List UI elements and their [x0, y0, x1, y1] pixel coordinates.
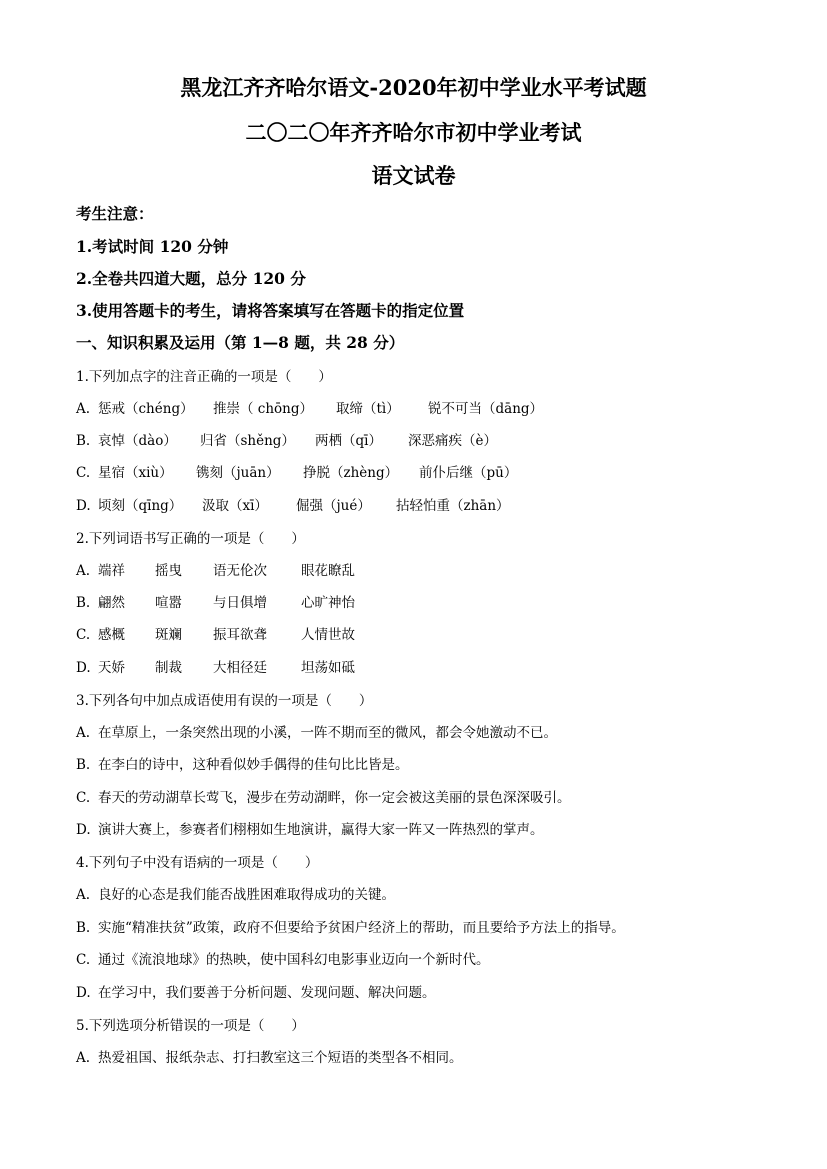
option-item: 顷刻（qīng）	[98, 498, 183, 514]
question-4-option-b	[76, 916, 625, 936]
question-4-option-d	[76, 981, 436, 1001]
option-item: 拈轻怕重（zhān）	[396, 498, 510, 514]
option-label: B.	[76, 920, 91, 936]
paper-title: 语文试卷	[371, 163, 456, 188]
question-3-option-b	[76, 753, 409, 773]
option-text: 热爱祖国、报纸杂志、打扫教室这三个短语的类型各不相同。	[98, 1050, 463, 1066]
option-item: 感概	[98, 627, 125, 643]
exam-subtitle: 二〇二〇年齐齐哈尔市初中学业考试	[245, 120, 582, 145]
question-5-option-a	[76, 1046, 463, 1066]
option-label: A.	[76, 563, 91, 579]
option-item: 人情世故	[301, 627, 355, 643]
option-item: 哀悼（dào）	[98, 433, 177, 449]
option-item: 汲取（xī）	[202, 498, 268, 514]
option-text: 实施“精准扶贫”政策，政府不但要给予贫困户经济上的帮助，而且要给予方法上的指导。	[98, 920, 625, 936]
option-label: C.	[76, 790, 91, 806]
option-label: C.	[76, 465, 91, 481]
option-item: 摇曳	[155, 563, 182, 579]
option-item: 眼花瞭乱	[301, 563, 355, 579]
question-3-option-a	[76, 721, 557, 741]
question-4-option-c	[76, 948, 490, 968]
option-item: 端祥	[98, 563, 125, 579]
notice-item-1: 1.考试时间 120 分钟	[76, 237, 229, 256]
option-label: B.	[76, 757, 91, 773]
option-item: 两栖（qī）	[315, 433, 382, 449]
option-item: 归省（shěng）	[200, 433, 295, 449]
question-1-option-d	[76, 494, 510, 514]
option-item: 深恶痛疾（è）	[408, 433, 497, 449]
option-item: 挣脱（zhèng）	[303, 465, 399, 481]
option-item: 喧嚣	[155, 595, 182, 611]
option-label: B.	[76, 595, 91, 611]
option-label: D.	[76, 822, 91, 838]
option-label: D.	[76, 498, 91, 514]
question-3-stem: 3.下列各句中加点成语使用有误的一项是（ ）	[76, 693, 373, 709]
option-text: 通过《流浪地球》的热映，使中国科幻电影事业迈向一个新时代。	[98, 952, 490, 968]
option-item: 心旷神怡	[301, 595, 355, 611]
option-item: 星宿（xiù）	[98, 465, 173, 481]
notice-item-2: 2.全卷共四道大题，总分 120 分	[76, 269, 306, 288]
question-4-option-a	[76, 883, 395, 903]
question-4-stem: 4.下列句子中没有语病的一项是（ ）	[76, 855, 319, 871]
option-label: C.	[76, 952, 91, 968]
option-text: 良好的心态是我们能否战胜困难取得成功的关键。	[98, 887, 395, 903]
option-item: 天娇	[98, 660, 125, 676]
option-text: 在李白的诗中，这种看似妙手偶得的佳句比比皆是。	[98, 757, 409, 773]
question-2-option-d	[76, 656, 355, 676]
option-text: 演讲大赛上，参赛者们栩栩如生地演讲，赢得大家一阵又一阵热烈的掌声。	[98, 822, 544, 838]
section-1-heading: 一、知识积累及运用（第 1—8 题，共 28 分）	[76, 333, 405, 352]
option-label: A.	[76, 725, 91, 741]
option-item: 取缔（tì）	[336, 401, 400, 417]
question-5-stem: 5.下列选项分析错误的一项是（ ）	[76, 1018, 305, 1034]
option-item: 翩然	[98, 595, 125, 611]
option-item: 推崇（ chōng）	[213, 401, 314, 417]
question-1-option-c	[76, 461, 517, 481]
question-3-option-d	[76, 818, 544, 838]
question-2-option-c	[76, 623, 355, 643]
option-label: A.	[76, 887, 91, 903]
option-item: 锐不可当（dāng）	[428, 401, 544, 417]
option-item: 制裁	[155, 660, 182, 676]
question-2-option-b	[76, 591, 355, 611]
option-item: 斑斓	[155, 627, 182, 643]
option-item: 语无伦次	[213, 563, 267, 579]
question-3-option-c	[76, 786, 571, 806]
main-title: 黑龙江齐齐哈尔语文-2020年初中学业水平考试题	[180, 75, 647, 100]
question-1-option-b	[76, 429, 497, 449]
option-item: 镌刻（juān）	[196, 465, 280, 481]
option-item: 与日俱增	[213, 595, 267, 611]
option-label: D.	[76, 985, 91, 1001]
option-item: 大相径廷	[213, 660, 267, 676]
option-label: A.	[76, 401, 91, 417]
option-item: 振耳欲聋	[213, 627, 267, 643]
option-label: C.	[76, 627, 91, 643]
option-item: 前仆后继（pū）	[419, 465, 518, 481]
option-label: D.	[76, 660, 91, 676]
option-text: 春天的劳动湖草长莺飞，漫步在劳动湖畔，你一定会被这美丽的景色深深吸引。	[98, 790, 571, 806]
question-1-option-a	[76, 397, 543, 417]
option-text: 在草原上，一条突然出现的小溪，一阵不期而至的微风，都会令她激动不已。	[98, 725, 557, 741]
option-label: A.	[76, 1050, 91, 1066]
notice-heading: 考生注意：	[76, 204, 154, 223]
option-text: 在学习中，我们要善于分析问题、发现问题、解决问题。	[98, 985, 436, 1001]
option-item: 坦荡如砥	[301, 660, 355, 676]
question-2-stem: 2.下列词语书写正确的一项是（ ）	[76, 531, 305, 547]
question-2-option-a	[76, 559, 355, 579]
option-item: 倔强（jué）	[296, 498, 371, 514]
question-1-stem: 1.下列加点字的注音正确的一项是（ ）	[76, 369, 332, 385]
notice-item-3: 3.使用答题卡的考生，请将答案填写在答题卡的指定位置	[76, 301, 465, 320]
option-label: B.	[76, 433, 91, 449]
option-item: 惩戒（chéng）	[98, 401, 194, 417]
